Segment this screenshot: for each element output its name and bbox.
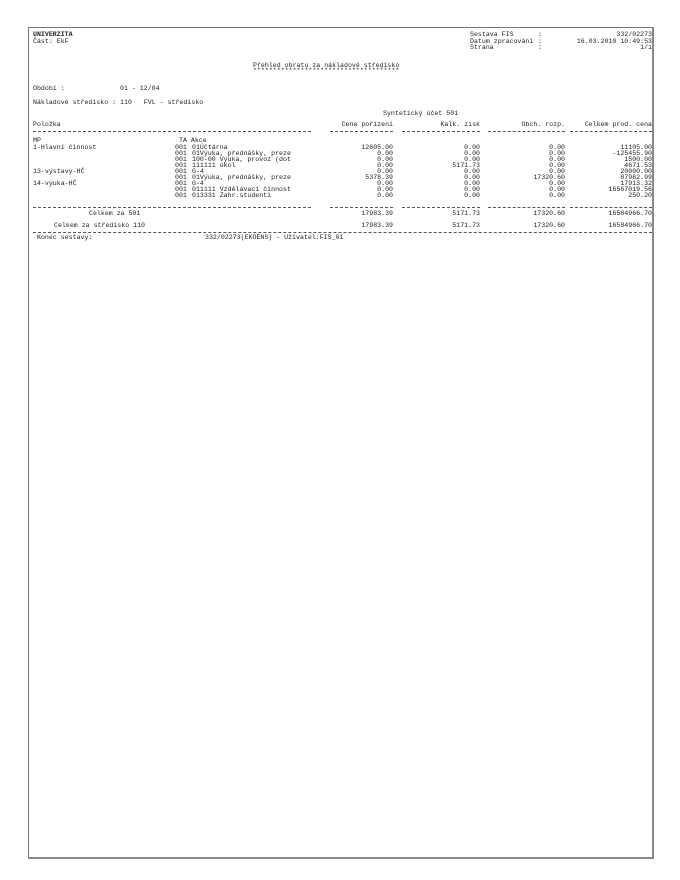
row-kalk: 0.00 (464, 186, 480, 193)
row-celkem: 1500.00 (624, 156, 652, 163)
row-ta: 001 (175, 162, 187, 169)
row-cena: 0.00 (377, 186, 393, 193)
row-cena: 0.00 (377, 162, 393, 169)
total-label: Celkem za 501 (89, 210, 141, 217)
row-akce: 013331 Zahr.studenti (192, 192, 272, 199)
divider (33, 131, 311, 132)
total-cena: 17983.39 (361, 222, 393, 229)
total-obch: 17320.60 (533, 210, 565, 217)
cost-center: Nákladové středisko : 110 FVL - středisko (33, 99, 204, 106)
row-obch: 0.00 (549, 186, 565, 193)
divider (402, 207, 480, 208)
divider (488, 131, 565, 132)
row-kalk: 0.00 (464, 150, 480, 157)
row-mp: 14-výuka-HČ (33, 180, 77, 187)
row-kalk: 0.00 (464, 174, 480, 181)
row-celkem: 4671.53 (624, 162, 652, 169)
row-obch: 0.00 (549, 192, 565, 199)
total-celkem: 16584966.70 (608, 210, 652, 217)
row-ta: 001 (175, 144, 187, 151)
total-kalk: 5171.73 (452, 222, 480, 229)
row-cena: 5378.39 (365, 174, 393, 181)
report-label: Sestava FIS (470, 31, 514, 38)
row-celkem: 20000.00 (620, 168, 652, 175)
footer-label: Konec sestavy: (37, 234, 93, 241)
footer-value: 332/02273(EKOENS) - Uživatel:FIS_01 (205, 234, 344, 241)
org-name: UNIVERZITA (33, 31, 73, 38)
total-label: Celkem za středisko 110 (54, 222, 146, 229)
divider (402, 131, 480, 132)
col-ta-akce: TA Akce (179, 137, 207, 144)
col-celkem: Celkem prod. cena (584, 121, 652, 128)
total-celkem: 16584966.70 (608, 222, 652, 229)
row-celkem: -125455.90 (612, 150, 652, 157)
row-ta: 001 (175, 150, 187, 157)
row-cena: 0.00 (377, 156, 393, 163)
col-item: Položka (33, 121, 61, 128)
row-obch: 17320.60 (533, 174, 565, 181)
row-obch: 0.00 (549, 150, 565, 157)
row-kalk: 5171.73 (452, 162, 480, 169)
period-label: Období : (33, 85, 65, 92)
divider (570, 131, 652, 132)
row-cena: 0.00 (377, 192, 393, 199)
divider (488, 207, 565, 208)
row-akce: 01Účtárna (192, 144, 228, 151)
row-akce: 01Výuka, přednášky, preze (192, 150, 291, 157)
row-akce: G-4 (192, 180, 204, 187)
row-obch: 0.00 (549, 144, 565, 151)
row-mp: 1-Hlavní činnost (33, 144, 97, 151)
row-cena: 0.00 (377, 180, 393, 187)
title-underline: ************************************* (253, 67, 400, 74)
page-label: Strana (470, 44, 494, 51)
row-akce: 011111 Vzdělávací činnost (192, 186, 291, 193)
page-value: 1/1 (640, 44, 652, 51)
org-part: Část: EkF (33, 38, 69, 45)
report-number: 332/02273 (616, 31, 652, 38)
row-akce: G-4 (192, 168, 204, 175)
total-obch: 17320.60 (533, 222, 565, 229)
row-kalk: 0.00 (464, 192, 480, 199)
report-title: Přehled obratu za nákladové středisko (253, 62, 400, 69)
date-value: 16.03.2010 10:49:53 (576, 38, 652, 45)
row-ta: 001 (175, 174, 187, 181)
sep: : (538, 38, 542, 45)
row-obch: 0.00 (549, 156, 565, 163)
row-cena: 0.00 (377, 168, 393, 175)
row-obch: 0.00 (549, 168, 565, 175)
row-celkem: 16567019.56 (608, 186, 652, 193)
col-kalk: Kalk. zisk (440, 121, 480, 128)
row-akce: 111111 úkol (192, 162, 236, 169)
row-kalk: 0.00 (464, 168, 480, 175)
row-kalk: 0.00 (464, 180, 480, 187)
row-obch: 0.00 (549, 180, 565, 187)
col-cena: Cena pořízení (341, 121, 393, 128)
total-cena: 17983.39 (361, 210, 393, 217)
divider (330, 207, 393, 208)
total-kalk: 5171.73 (452, 210, 480, 217)
account-label: Syntetický účet 501 (383, 110, 459, 117)
row-akce: 100-00 Výuka, provoz (dot (192, 156, 291, 163)
row-kalk: 0.00 (464, 156, 480, 163)
row-ta: 001 (175, 192, 187, 199)
col-obch: Obch. rozp. (521, 121, 565, 128)
divider (330, 131, 393, 132)
sep: : (538, 31, 542, 38)
col-mp: MP (33, 137, 41, 144)
row-akce: 01Výuka, přednášky, preze (192, 174, 291, 181)
period-value: 01 - 12/04 (120, 85, 160, 92)
row-celkem: 87962.99 (620, 174, 652, 181)
row-cena: 0.00 (377, 150, 393, 157)
date-label: Datum zpracování (470, 38, 534, 45)
row-ta: 001 (175, 186, 187, 193)
row-ta: 001 (175, 168, 187, 175)
row-cena: 12605.00 (361, 144, 393, 151)
divider (33, 207, 311, 208)
divider (33, 232, 652, 233)
row-celkem: 17913.32 (620, 180, 652, 187)
row-kalk: 0.00 (464, 144, 480, 151)
divider (570, 207, 652, 208)
row-ta: 001 (175, 180, 187, 187)
row-celkem: 250.20 (628, 192, 652, 199)
row-obch: 0.00 (549, 162, 565, 169)
sep: : (538, 44, 542, 51)
row-celkem: 11105.00 (620, 144, 652, 151)
row-ta: 001 (175, 156, 187, 163)
row-mp: 13-výstavy-HČ (33, 168, 85, 175)
